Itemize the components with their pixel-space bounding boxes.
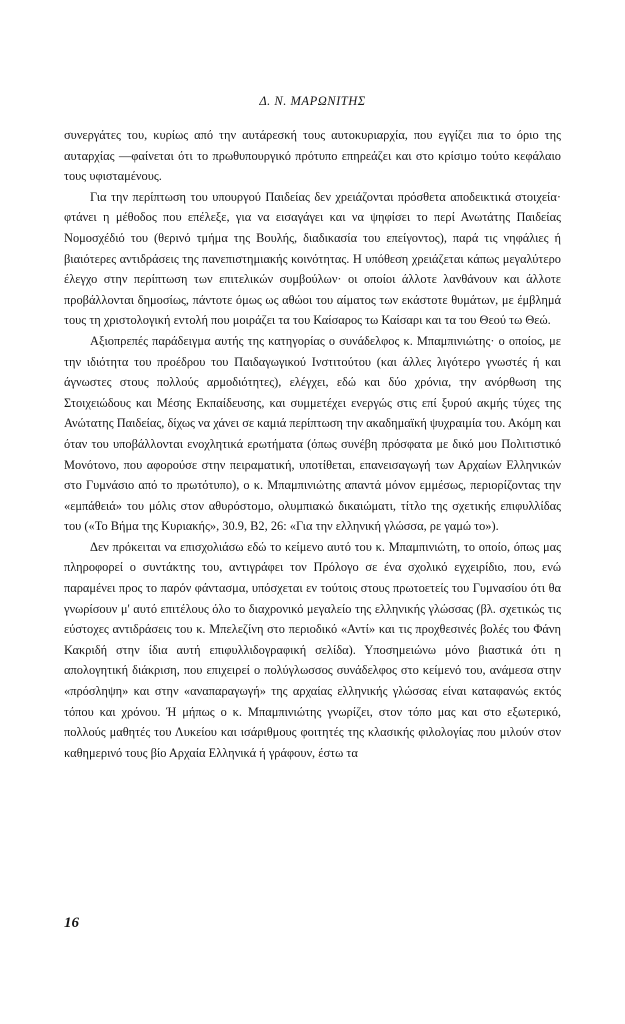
paragraph: Αξιοπρεπές παράδειγμα αυτής της κατηγορίας ο συνάδελφος κ. Μπαμπινιώτης· ο οποίος, με την ιδιότητα του προέδρου του Παιδαγωγικού Ινστιτούτου (και άλλες λιγότερο γνωστές ή και άγνωστες στους πολλούς αρμοδιότητες), ελέγχει, εδώ και δύο χρόνια, την ανόρθωση της Στοιχειώδους και Μέσης Εκπαίδευσης, και συμμετέχει ενεργώς στις επί ξυρού ακμής τύχες της Ανώτατης Παιδείας, δίχως να χάνει σε καμιά περίπτωση την ακαδημαϊκή ψυχραιμία του. Ακόμη και όταν του υποβάλλονται ενοχλητικά ερωτήματα (όπως συνέβη πρόσφατα με δικό μου Πολιτιστικό Μονότονο, που αφορούσε στην πειραματική, υποτίθεται, επανεισαγωγή των Αρχαίων Ελληνικών στο Γυμνάσιο από το πρωτότυπο), ο κ. Μπαμπινιώτης απαντά μόνον εμμέσως, περιορίζοντας την «εμπάθειά» του μόλις στον αθυρόστομο, ολυμπιακώ δικαιώματι, τίτλο της σχετικής επιφυλλίδας του («Το Βήμα της Κυριακής», 30.9, Β2, 26: «Για την ελληνική γλώσσα, ρε γαμώ το»).: [64, 333, 561, 534]
paragraph-continued: συνεργάτες του, κυρίως από την αυτάρεσκή τους αυτοκυριαρχία, που εγγίζει πια το όριο της αυταρχίας —φαίνεται ότι το πρωθυπουργικό πρότυπο επηρεάζει και στο κρίσιμο τούτο κεφάλαιο τους υφισταμένους.: [64, 128, 561, 184]
paragraph: Για την περίπτωση του υπουργού Παιδείας δεν χρειάζονται πρόσθετα αποδεικτικά στοιχεία· φτάνει η μέθοδος που επέλεξε, για να εισαγάγει και να ψηφίσει το περί Ανωτάτης Παιδείας Νομοσχέδιό του (θερινό τμήμα της Βουλής, διαδικασία του επείγοντος), παρά τις νηφάλιες ή βιαιότερες αντιδράσεις της πανεπιστημιακής κοινότητας. Η υπόθεση χρειάζεται κάπως μεγαλύτερο έλεγχο στην περίπτωση των επιτελικών συμβούλων· οι οποίοι άλλοτε λανθάνουν και άλλοτε προβάλλονται δημοσίως, πάντοτε όμως ως αθώοι του αίματος των εκάστοτε θυμάτων, με έμβλημά τους τη χριστολογική εντολή που μοιράζει τα του Καίσαρος τω Καίσαρι και τα του Θεού τω Θεώ.: [64, 189, 561, 328]
body-text: [64, 125, 561, 763]
page-number: 16: [64, 915, 79, 931]
paragraph: Δεν πρόκειται να επισχολιάσω εδώ το κείμενο αυτό του κ. Μπαμπινιώτη, το οποίο, όπως μας πληροφορεί ο συντάκτης του, αντιγράφει τον Πρόλογο σε ένα σχολικό εγχειρίδιο, που, ενώ παραμένει προς το παρόν φάντασμα, υπόσχεται εν τούτοις στους πρωτοετείς του Γυμνασίου ότι θα γνωρίσουν μ' αυτό επιτέλους όλο το διαχρονικό μεγαλείο της ελληνικής γλώσσας (βλ. σχετικώς τις εύστοχες αντιδράσεις του κ. Μπελεζίνη στο περιοδικό «Αντί» και τις προχθεσινές βολές του Φάνη Κακριδή στην ίδια αυτή επιφυλλιδογραφική σελίδα). Υποσημειώνω μόνο βιαστικά ότι η απολογητική διάκριση, που επιχειρεί ο πολύγλωσσος συνάδελφος στο κείμενό του, ανάμεσα στην «πρόσληψη» και στην «αναπαραγωγή» της αρχαίας ελληνικής γλώσσας είναι καταφανώς εκτός τόπου και χρόνου. Ή μήπως ο κ. Μπαμπινιώτης γνωρίζει, στον τόπο μας και στο εξωτερικό, πολλούς μαθητές του Λυκείου και ισάριθμους φοιτητές της κλασικής φιλολογίας που μιλούν στον καθημερινό τους βίο Αρχαία Ελληνικά ή γράφουν, έστω τα: [64, 539, 561, 760]
running-header: Δ. Ν. ΜΑΡΩΝΙΤΗΣ: [259, 94, 366, 108]
